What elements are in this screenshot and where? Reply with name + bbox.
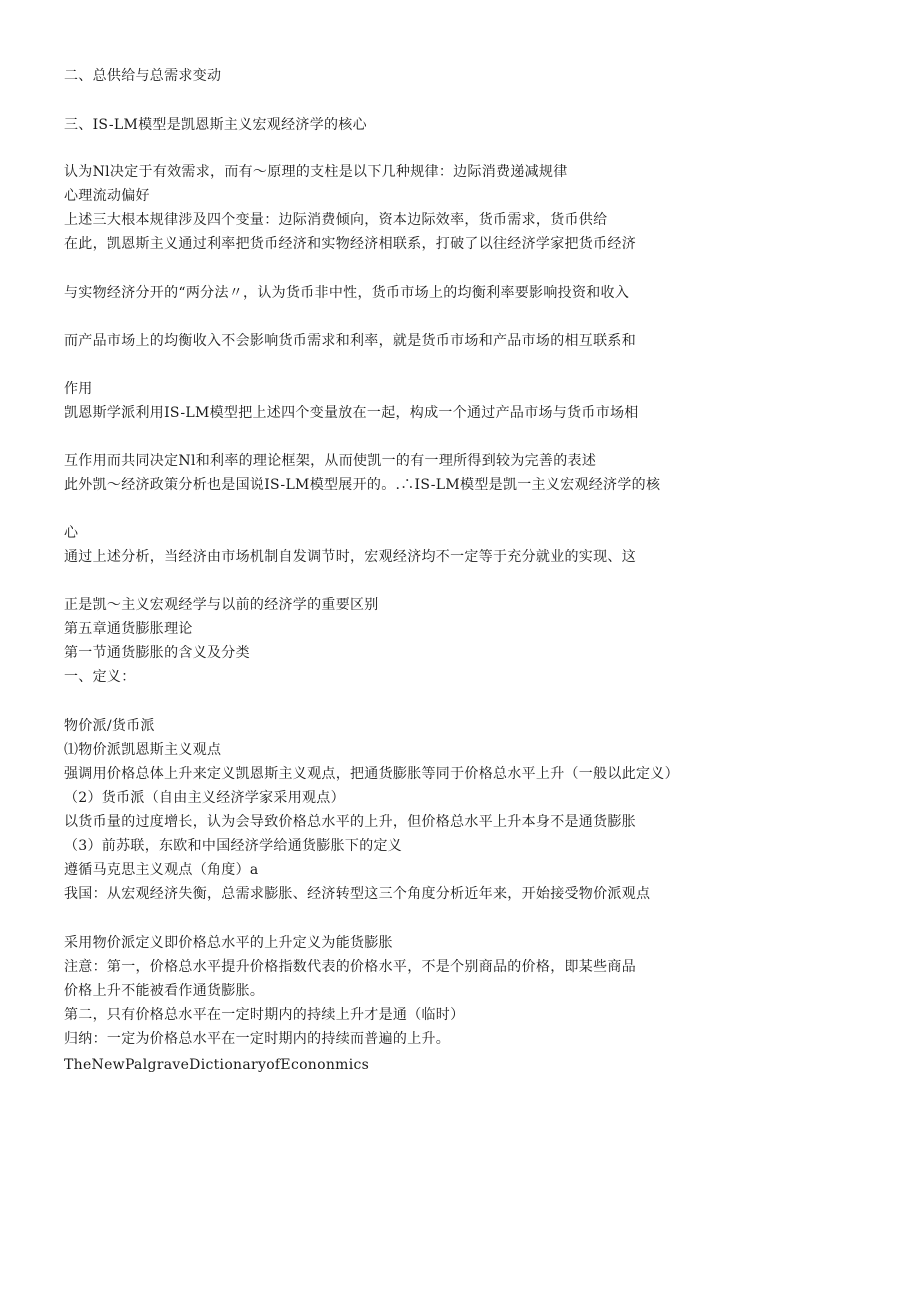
text-line: 上述三大根本规律涉及四个变量：边际消费倾向，资本边际效率，货币需求，货币供给 — [64, 212, 608, 228]
text-line: 而产品市场上的均衡收入不会影响货币需求和利率，就是货币市场和产品市场的相互联系和 — [64, 333, 636, 349]
text-line: 作用 — [64, 381, 93, 397]
text-line: 与实物经济分开的“两分法〃，认为货币非中性，货币市场上的均衡利率要影响投资和收入 — [64, 285, 630, 301]
text-line: 此外凯〜经济政策分析也是国说IS-LM模型展开的。.∴IS-LM模型是凯一主义宏观经济学的核 — [64, 477, 661, 493]
text-line: 通过上述分析，当经济由市场机制自发调节时，宏观经济均不一定等于充分就业的实现、这 — [64, 549, 636, 565]
text-line: 凯恩斯学派利用IS-LM模型把上述四个变量放在一起，构成一个通过产品市场与货币市场相 — [64, 405, 639, 421]
text-line: 心 — [64, 525, 79, 541]
text-line: 我国：从宏观经济失衡，总需求膨胀、经济转型这三个角度分析近年来，开始接受物价派观点 — [64, 886, 651, 902]
text-line: 在此，凯恩斯主义通过利率把货币经济和实物经济相联系，打破了以往经济学家把货币经济 — [64, 236, 636, 252]
text-line: TheNewPalgraveDictionaryofEcononmics — [64, 1057, 370, 1073]
text-line: 物价派/货币派 — [64, 718, 155, 734]
text-line: 心理流动偏好 — [64, 188, 150, 204]
text-line: 价格上升不能被看作通货膨胀。 — [64, 983, 265, 999]
text-line: （2）货币派（自由主义经济学家采用观点） — [64, 790, 345, 806]
text-line: 一、定义： — [64, 669, 136, 685]
text-line: 遵循马克思主义观点（角度）a — [64, 862, 259, 878]
text-line: 第二，只有价格总水平在一定时期内的持续上升才是通（临时） — [64, 1007, 465, 1023]
text-line: ⑴物价派凯恩斯主义观点 — [64, 742, 222, 758]
text-line: （3）前苏联，东欧和中国经济学给通货膨胀下的定义 — [64, 838, 403, 854]
text-line: 采用物价派定义即价格总水平的上升定义为能货膨胀 — [64, 935, 393, 951]
text-line: 以货币量的过度增长，认为会导致价格总水平的上升，但价格总水平上升本身不是通货膨胀 — [64, 814, 636, 830]
text-line: 互作用而共同决定Nl和利率的理论框架，从而使凯一的有一理所得到较为完善的表述 — [64, 453, 597, 469]
text-line: 第五章通货膨胀理论 — [64, 621, 193, 637]
text-line: 三、IS-LM模型是凯恩斯主义宏观经济学的核心 — [64, 117, 367, 133]
text-line: 二、总供给与总需求变动 — [64, 68, 222, 84]
text-line: 强调用价格总体上升来定义凯恩斯主义观点，把通货膨胀等同于价格总水平上升（一般以此定义） — [64, 766, 679, 782]
text-line: 注意：第一，价格总水平提升价格指数代表的价格水平，不是个别商品的价格，即某些商品 — [64, 959, 636, 975]
text-line: 第一节通货膨胀的含义及分类 — [64, 645, 250, 661]
text-line: 归纳：一定为价格总水平在一定时期内的持续而普遍的上升。 — [64, 1031, 451, 1047]
text-line: 认为Nl决定于有效需求，而有〜原理的支柱是以下几种规律：边际消费递减规律 — [64, 164, 568, 180]
text-line: 正是凯〜主义宏观经学与以前的经济学的重要区别 — [64, 597, 379, 613]
